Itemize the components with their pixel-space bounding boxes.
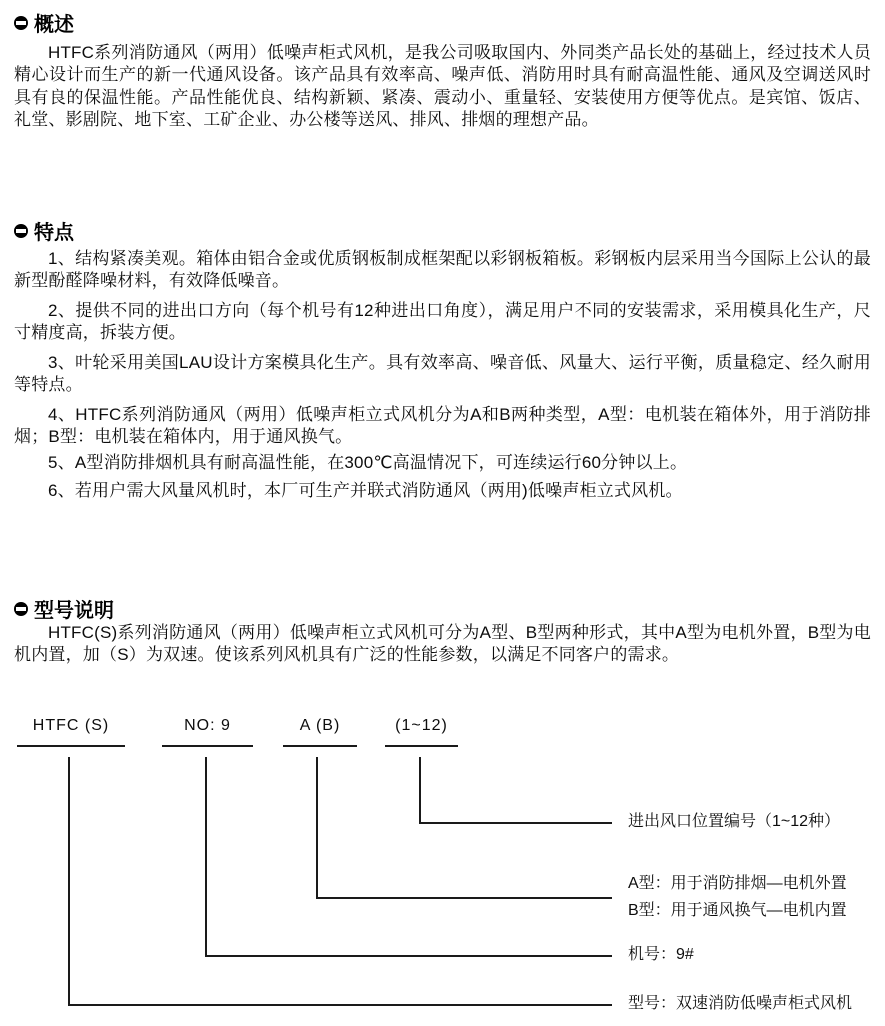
features-heading <box>14 216 74 245</box>
feature-item-3: 3、叶轮采用美国LAU设计方案模具化生产。具有效率高、噪音低、风量大、运行平衡，质量稳定、经久耐用等特点。 <box>14 353 871 395</box>
overview-heading <box>14 8 74 37</box>
features-heading-label: 特点 <box>34 222 74 244</box>
feature-item-4: 4、HTFC系列消防通风（两用）低噪声柜立式风机分为A和B两种类型，A型：电机装在箱体外，用于消防排烟；B型：电机装在箱体内，用于通风换气。 <box>14 405 871 447</box>
code-segment-outlet: (1~12) <box>395 717 448 734</box>
model-code-diagram <box>0 705 885 1026</box>
callout-size: 机号：9# <box>628 946 694 963</box>
callout-type <box>628 870 847 924</box>
code-segment-series: HTFC (S) <box>32 717 110 734</box>
underline-series <box>17 745 125 747</box>
model-heading <box>14 594 114 623</box>
connector-vertical-outlet <box>419 757 421 824</box>
connector-horizontal-series <box>68 1004 612 1006</box>
callout-type-a: A型：用于消防排烟—电机外置 <box>628 875 847 892</box>
callout-type-b: B型：用于通风换气—电机内置 <box>628 902 847 919</box>
feature-item-6: 6、若用户需大风量风机时，本厂可生产并联式消防通风（两用)低噪声柜立式风机。 <box>48 481 683 500</box>
connector-vertical-type <box>316 757 318 899</box>
underline-type <box>283 745 357 747</box>
underline-outlet <box>385 745 458 747</box>
model-heading-label: 型号说明 <box>34 600 114 622</box>
code-segment-type: A (B) <box>299 717 341 734</box>
connector-horizontal-outlet <box>419 822 612 824</box>
callout-outlet: 进出风口位置编号（1~12种） <box>628 813 841 830</box>
callout-model: 型号：双速消防低噪声柜式风机 <box>628 995 853 1012</box>
overview-heading-label: 概述 <box>34 14 74 36</box>
connector-vertical-size <box>205 757 207 957</box>
section-bullet-icon <box>14 16 28 30</box>
connector-vertical-series <box>68 757 70 1006</box>
overview-paragraph: HTFC系列消防通风（两用）低噪声柜式风机，是我公司吸取国内、外同类产品长处的基础上，经过技术人员精心设计而生产的新一代通风设备。该产品具有效率高、噪声低、消防用时具有耐高温性能、通风及空调送风时具有良的保温性能。产品性能优良、结构新颖、紧凑、震动小、重量轻、安装使用方便等优点。是宾馆、饭店、礼堂、影剧院、地下室、工矿企业、办公楼等送风、排风、排烟的理想产品。 <box>14 43 871 130</box>
section-bullet-icon <box>14 602 28 616</box>
section-bullet-icon <box>14 224 28 238</box>
connector-horizontal-size <box>205 955 612 957</box>
model-paragraph: HTFC(S)系列消防通风（两用）低噪声柜立式风机可分为A型、B型两种形式，其中A型为电机外置，B型为电机内置，加（S）为双速。使该系列风机具有广泛的性能参数，以满足不同客户的需求。 <box>14 623 871 665</box>
code-segment-size: NO: 9 <box>184 717 231 734</box>
feature-item-5: 5、A型消防排烟机具有耐高温性能，在300℃高温情况下，可连续运行60分钟以上。 <box>48 453 688 472</box>
feature-item-1: 1、结构紧凑美观。箱体由铝合金或优质钢板制成框架配以彩钢板箱板。彩钢板内层采用当今国际上公认的最新型酚醛降噪材料，有效降低噪音。 <box>14 249 871 291</box>
feature-item-2: 2、提供不同的进出口方向（每个机号有12种进出口角度），满足用户不同的安装需求，采用模具化生产，尺寸精度高，拆装方便。 <box>14 301 871 343</box>
underline-size <box>162 745 253 747</box>
connector-horizontal-type <box>316 897 612 899</box>
